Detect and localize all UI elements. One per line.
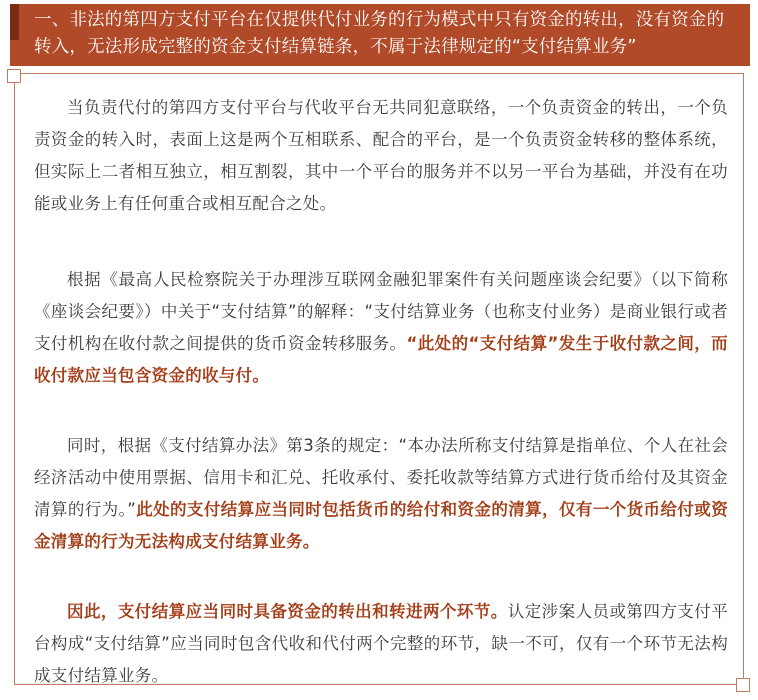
- paragraph-3-text: 同时，根据《支付结算办法》第3条的规定：“本办法所称支付结算是指单位、个人在社会经济活动中使用票据、信用卡和汇兑、托收承付、委托收款等结算方式进行货币给付及其资金清算的行为。”: [34, 436, 728, 519]
- paragraph-4: [34, 596, 728, 692]
- frame-corner-bottom-right: [736, 678, 750, 692]
- frame-corner-top-left: [7, 69, 21, 83]
- paragraph-2-highlight: “此处的“支付结算”发生于收付款之间，而收付款应当包含资金的收与付。: [34, 334, 728, 385]
- paragraph-1: [34, 92, 728, 220]
- paragraph-3-highlight: 此处的支付结算应当同时包括货币的给付和资金的清算，仅有一个货币给付或资金清算的行为无法构成支付结算业务。: [34, 500, 728, 551]
- section-title: 一、非法的第四方支付平台在仅提供代付业务的行为模式中只有资金的转出，没有资金的转入，无法形成完整的资金支付结算链条，不属于法律规定的“支付结算业务”: [34, 10, 725, 57]
- paragraph-2: [34, 264, 728, 392]
- header-accent-bar: [10, 4, 19, 40]
- section-header: [10, 4, 750, 66]
- paragraph-3: [34, 430, 728, 558]
- paragraph-2-text: 根据《最高人民检察院关于办理涉互联网金融犯罪案件有关问题座谈会纪要》（以下简称《座谈会纪要》）中关于“支付结算”的解释：“支付结算业务（也称支付业务）是商业银行或者支付机构在收付款之间提供的货币资金转移服务。: [34, 270, 728, 353]
- paragraph-4-text: 认定涉案人员或第四方支付平台构成“支付结算”应当同时包含代收和代付两个完整的环节，缺一不可，仅有一个环节无法构成支付结算业务。: [34, 602, 728, 685]
- article-body: [34, 92, 728, 692]
- paragraph-4-highlight: 因此，支付结算应当同时具备资金的转出和转进两个环节。: [67, 602, 508, 621]
- paragraph-1-text: 当负责代付的第四方支付平台与代收平台无共同犯意联络，一个负责资金的转出，一个负责资金的转入时，表面上这是两个互相联系、配合的平台，是一个负责资金转移的整体系统，但实际上二者相互独立，相互割裂，其中一个平台的服务并不以另一平台为基础，并没有在功能或业务上有任何重合或相互配合之处。: [34, 98, 728, 213]
